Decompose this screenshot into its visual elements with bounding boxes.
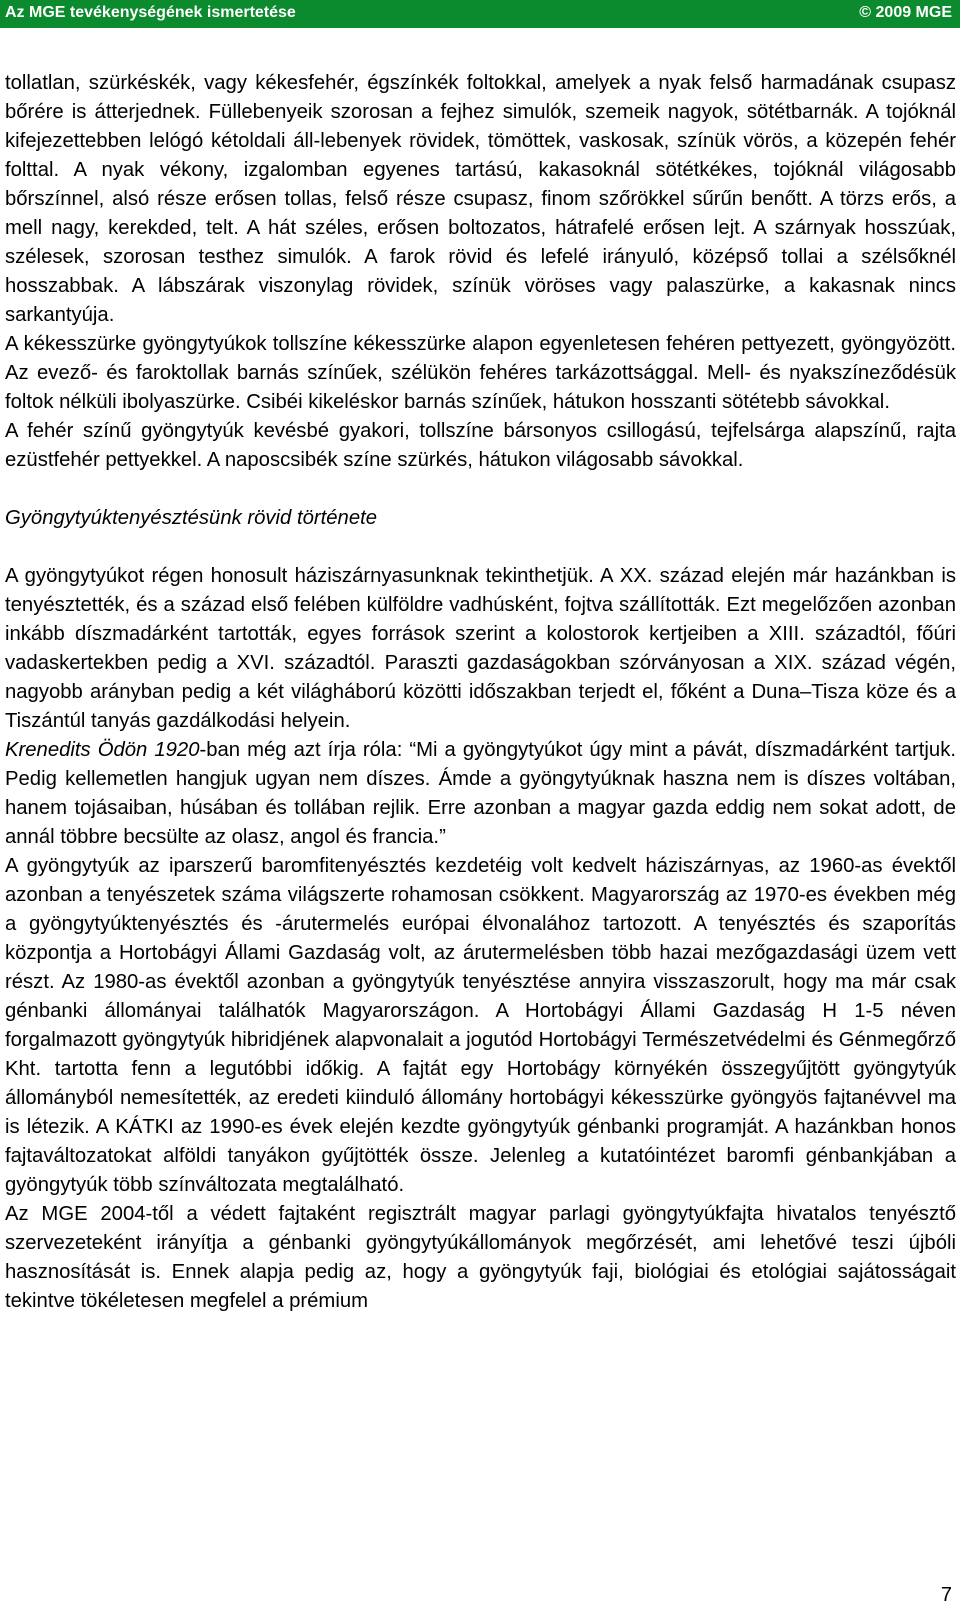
paragraph-decline: A gyöngytyúk az iparszerű baromfitenyésztés kezdetéig volt kedvelt háziszárnyas, az 1960-as évektől azonban a tenyészetek száma világszerte rohamosan csökkent. Magyarország az 1970-es években még a gyöngytyúktenyésztés és -árutermelés európai élvonalához tartozott. A tenyésztés és szaporítás központja a Hortobágyi Állami Gazdaság volt, az árutermelésben több hazai mezőgazdasági üzem vett részt. Az 1980-as évektől azonban a gyöngytyúk tenyésztése annyira visszaszorult, hogy ma már csak génbanki állományai találhatók Magyarországon. A Hortobágyi Állami Gazdaság H 1-5 néven forgalmazott gyöngytyúk hibridjének alapvonalait a jogutód Hortobágyi Természetvédelmi és Génmegőrző Kht. tartotta fenn a legutóbbi időkig. A fajtát egy Hortobágy környékén összegyűjtött gyöngytyúk állományból nemesítették, az eredeti kiinduló állomány hortobágyi kékesszürke gyöngyös fajtanévvel ma is létezik. A KÁTKI az 1990-es évek elején kezdte gyöngytyúk génbanki programját. A hazánkban honos fajtaváltozatokat alföldi tanyákon gyűjtötték össze. Jelenleg a kutatóintézet baromfi génbankjában a gyöngytyúk több színváltozata megtalálható. bbox=[5, 855, 956, 1196]
quote-text: -ban még azt írja róla: “Mi a gyöngytyúkot úgy mint a pávát, díszmadárként tartjuk. Pedig kellemetlen hangjuk ugyan nem díszes. Ámde a gyöngytyúknak haszna nem is díszes voltában, hanem tojásaiban, húsában és tollában rejlik. Erre azonban a magyar gazda eddig nem sokat adott, de annál többre becsülte az olasz, angol és francia.” bbox=[5, 739, 956, 848]
section-title: Gyöngytyúktenyésztésünk rövid története bbox=[5, 507, 378, 529]
paragraph-mge: Az MGE 2004-től a védett fajtaként regisztrált magyar parlagi gyöngytyúkfajta hivatalos tenyésztő szervezeteként irányítja a génbanki gyöngytyúkállományok megőrzését, ami lehetővé teszi újbóli hasznosítását is. Ennek alapja pedig az, hogy a gyöngytyúk faji, biológiai és etológiai sajátosságait tekintve tökéletesen megfelel a prémium bbox=[5, 1203, 956, 1312]
author-citation: Krenedits Ödön 1920 bbox=[5, 739, 200, 761]
header-title: Az MGE tevékenységének ismertetése bbox=[5, 4, 296, 21]
paragraph-history: A gyöngytyúkot régen honosult háziszárnyasunknak tekinthetjük. A XX. század elején már hazánkban is tenyésztették, és a század első felében külföldre vadhúsként, fojtva szállították. Ezt megelőzően azonban inkább díszmadárként tartották, egyes források szerint a kolostorok kertjeiben a XIII. századtól, főúri vadaskertekben pedig a XVI. századtól. Paraszti gazdaságokban szórványosan a XIX. század végén, nagyobb arányban pedig a két világháború közötti időszakban terjedt el, főként a Duna–Tisza köze és a Tiszántúl tanyás gazdálkodási helyein. bbox=[5, 565, 956, 732]
header-copyright: © 2009 MGE bbox=[859, 4, 952, 21]
paragraph-krenedits bbox=[5, 736, 956, 852]
page-header bbox=[0, 0, 960, 28]
paragraph-blue-grey: A kékesszürke gyöngytyúkok tollszíne kékesszürke alapon egyenletesen fehéren pettyezett, gyöngyözött. Az evező- és faroktollak barnás színűek, szélükön fehéres tarkázottsággal. Mell- és nyakszíneződésük foltok nélküli ibolyaszürke. Csibéi kikeléskor barnás színűek, hátukon hosszanti sötétebb sávokkal. bbox=[5, 333, 956, 413]
document-body bbox=[5, 69, 956, 1316]
paragraph-description: tollatlan, szürkéskék, vagy kékesfehér, égszínkék foltokkal, amelyek a nyak felső harmadának csupasz bőrére is átterjednek. Füllebenyeik szorosan a fejhez simulók, szemeik nagyok, sötétbarnák. A tojóknál kifejezettebben lelógó kétoldali áll-lebenyek rövidek, tömöttek, vaskosak, színük vörös, a közepén fehér folttal. A nyak vékony, izgalomban egyenes tartású, kakasoknál sötétkékes, tojóknál világosabb bőrszínnel, alsó része erősen tollas, felső része csupasz, finom szőrökkel sűrűn benőtt. A törzs erős, a mell nagy, kerekded, telt. A hát széles, erősen boltozatos, hátrafelé erősen lejt. A szárnyak hosszúak, szélesek, szorosan testhez simulók. A farok rövid és lefelé irányuló, középső tollai a szélsőknél hosszabbak. A lábszárak viszonylag rövidek, színük vöröses vagy palaszürke, a kakasnak nincs sarkantyúja. bbox=[5, 72, 956, 326]
paragraph-white: A fehér színű gyöngytyúk kevésbé gyakori, tollszíne bársonyos csillogású, tejfelsárga alapszínű, rajta ezüstfehér pettyekkel. A naposcsibék színe szürkés, hátukon világosabb sávokkal. bbox=[5, 420, 956, 471]
page-number: 7 bbox=[940, 1584, 952, 1606]
